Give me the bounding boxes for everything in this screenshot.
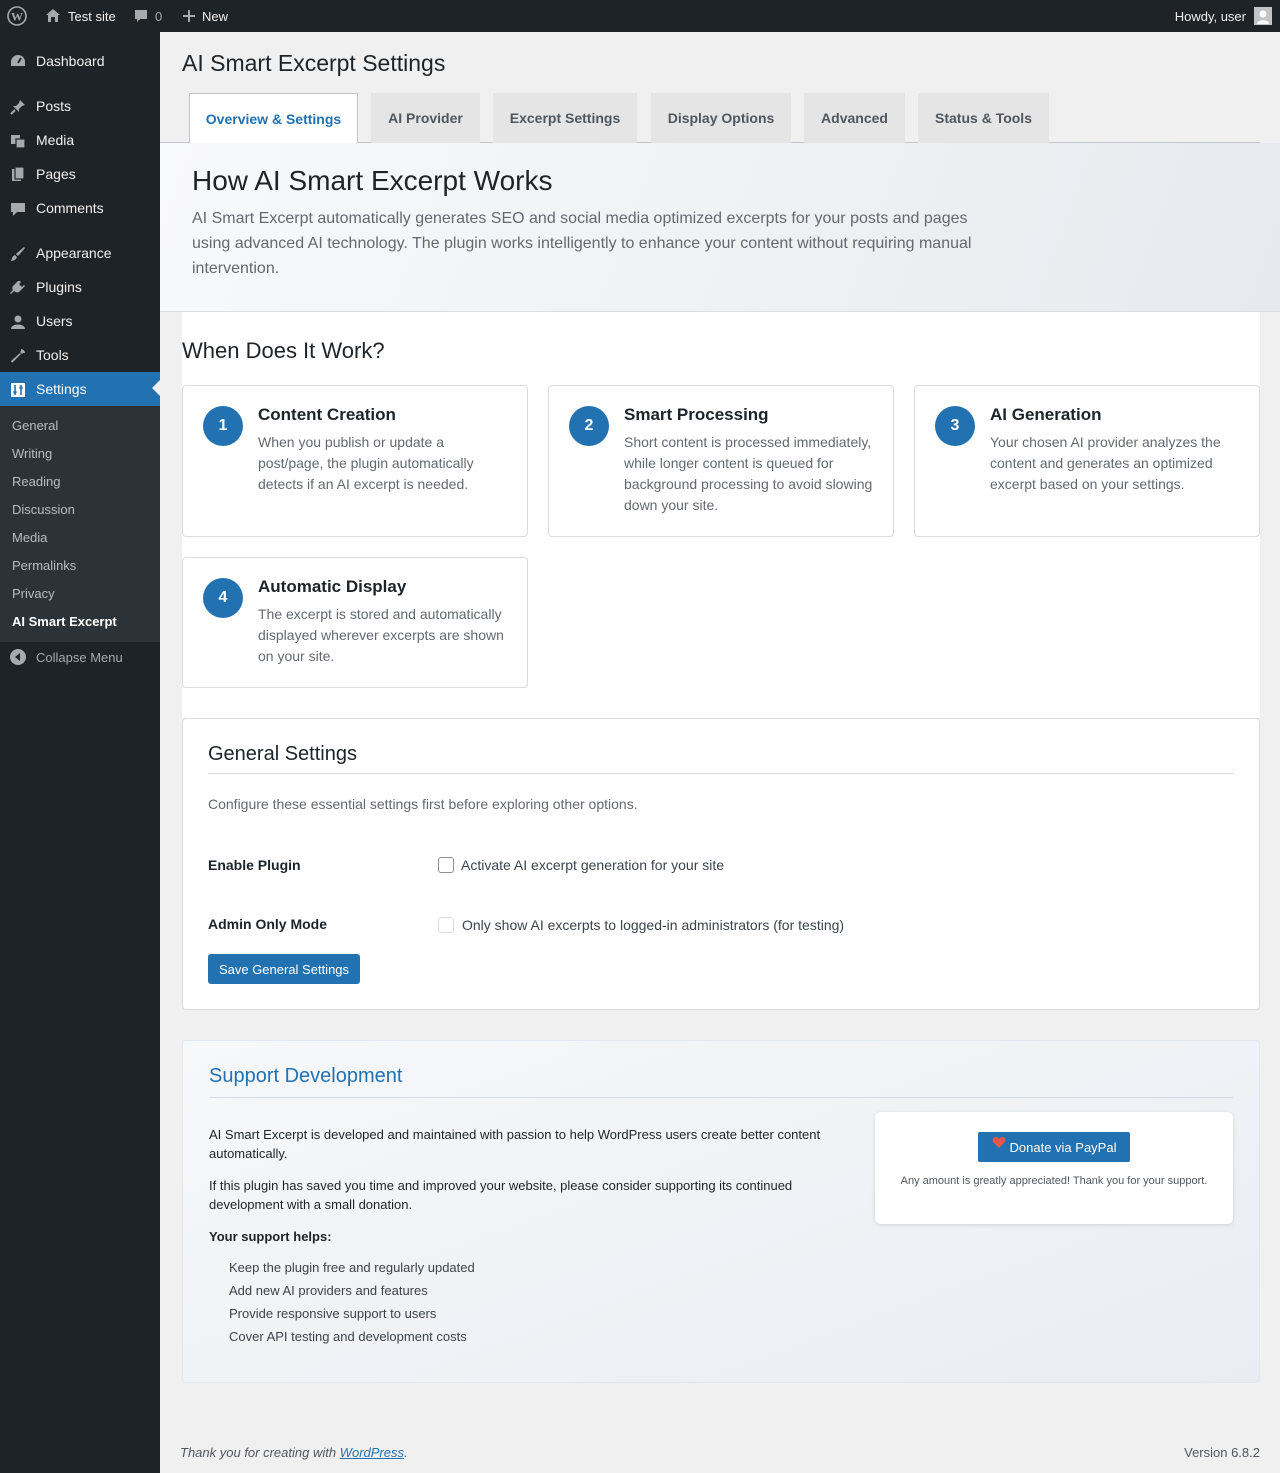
account-menu[interactable] (1175, 0, 1272, 32)
pages-icon (9, 166, 27, 184)
list-item: Keep the plugin free and regularly updated (229, 1260, 475, 1275)
comment-icon (9, 200, 27, 218)
step-title: AI Generation (990, 405, 1102, 424)
new-label: New (202, 8, 229, 24)
submenu-discussion[interactable]: Discussion (12, 502, 75, 517)
admin-only-label: Admin Only Mode (208, 916, 327, 932)
general-settings-heading: General Settings (208, 743, 357, 765)
submenu-media[interactable]: Media (12, 530, 48, 545)
menu-label: Dashboard (36, 53, 105, 69)
step-number-badge: 3 (935, 406, 975, 446)
avatar (1254, 7, 1272, 25)
footer-thanks (180, 1445, 408, 1460)
enable-plugin-label: Enable Plugin (208, 857, 301, 873)
wordpress-logo-icon[interactable] (7, 0, 27, 32)
home-icon (44, 7, 62, 25)
menu-label: Tools (36, 347, 69, 363)
submenu-ai-smart-excerpt[interactable]: AI Smart Excerpt (12, 614, 117, 629)
step-title: Automatic Display (258, 577, 407, 596)
general-settings-card (182, 718, 1260, 1010)
menu-label: Posts (36, 98, 72, 114)
list-item: Provide responsive support to users (229, 1306, 437, 1321)
step-title: Content Creation (258, 405, 396, 424)
site-name-link[interactable] (44, 0, 116, 32)
menu-tools[interactable] (0, 338, 160, 372)
step-title: Smart Processing (624, 405, 769, 424)
menu-label: Media (36, 132, 75, 148)
step-description: The excerpt is stored and automatically displayed wherever excerpts are shown on your site. (258, 606, 504, 664)
admin-only-checkbox[interactable] (438, 917, 454, 933)
footer-thanks-text: Thank you for creating with (180, 1445, 337, 1460)
user-icon (9, 313, 27, 331)
step-card (182, 385, 528, 537)
plug-icon (9, 279, 27, 297)
enable-plugin-checkbox[interactable] (438, 857, 454, 873)
comments-count: 0 (155, 8, 163, 24)
support-heading: Support Development (209, 1065, 403, 1087)
howdy-text: Howdy, user (1174, 8, 1246, 24)
svg-text:W: W (11, 9, 23, 24)
list-item: Cover API testing and development costs (229, 1329, 467, 1344)
step-description: When you publish or update a post/page, the plugin automatically detects if an AI excerpt is needed. (258, 434, 474, 492)
heart-icon (992, 1136, 1006, 1149)
tab-status-tools[interactable]: Status & Tools (918, 93, 1049, 143)
collapse-arrow-icon (9, 648, 27, 666)
settings-tabs (160, 93, 1260, 143)
tab-ai-provider[interactable]: AI Provider (371, 93, 480, 143)
page-title: AI Smart Excerpt Settings (182, 50, 446, 76)
submenu-reading[interactable]: Reading (12, 474, 61, 489)
divider (209, 1097, 1233, 1098)
tab-overview-settings[interactable]: Overview & Settings (189, 93, 358, 144)
enable-plugin-description: Activate AI excerpt generation for your site (461, 857, 725, 873)
wrench-icon (9, 347, 27, 365)
media-icon (9, 132, 27, 150)
divider (208, 773, 1234, 774)
general-settings-intro: Configure these essential settings first before exploring other options. (208, 796, 638, 812)
support-paragraph: If this plugin has saved you time and improved your website, please consider supporting its continued development with a small donation. (209, 1178, 793, 1212)
donate-note: Any amount is greatly appreciated! Thank you for your support. (900, 1175, 1208, 1187)
step-card (914, 385, 1260, 537)
support-paragraph: AI Smart Excerpt is developed and maintained with passion to help WordPress users create better content automatically. (209, 1127, 821, 1161)
menu-media[interactable] (0, 123, 160, 157)
donate-paypal-button[interactable] (978, 1132, 1130, 1162)
collapse-label: Collapse Menu (36, 650, 123, 665)
tab-advanced[interactable]: Advanced (804, 93, 905, 143)
support-helps-label: Your support helps: (209, 1229, 332, 1244)
submenu-permalinks[interactable]: Permalinks (12, 558, 77, 573)
step-description: Short content is processed immediately, while longer content is queued for background processing to avoid slowing down your site. (624, 434, 873, 513)
menu-plugins[interactable] (0, 270, 160, 304)
tab-display-options[interactable]: Display Options (651, 93, 791, 143)
footer-period: . (404, 1445, 408, 1460)
new-content-link[interactable] (182, 0, 228, 32)
menu-pages[interactable] (0, 157, 160, 191)
wordpress-link[interactable]: WordPress (339, 1445, 404, 1460)
plus-icon (182, 9, 196, 23)
menu-posts[interactable] (0, 89, 160, 123)
admin-sidebar (0, 32, 160, 1473)
menu-label: Settings (36, 381, 87, 397)
menu-label: Plugins (36, 279, 82, 295)
menu-appearance[interactable] (0, 236, 160, 270)
menu-label: Pages (36, 166, 76, 182)
intro-heading: How AI Smart Excerpt Works (192, 165, 553, 196)
menu-label: Appearance (36, 245, 112, 261)
submenu-general[interactable]: General (12, 418, 59, 433)
dashboard-icon (9, 53, 27, 71)
version-text: Version 6.8.2 (1184, 1445, 1260, 1460)
step-card (548, 385, 894, 537)
donate-label: Donate via PayPal (1009, 1139, 1117, 1155)
collapse-menu-button[interactable] (0, 645, 160, 669)
step-card (182, 557, 528, 688)
menu-comments[interactable] (0, 191, 160, 225)
menu-settings[interactable] (0, 372, 160, 406)
comments-link[interactable] (133, 0, 162, 32)
submenu-privacy[interactable]: Privacy (12, 586, 55, 601)
support-development-card (182, 1040, 1260, 1383)
admin-only-description: Only show AI excerpts to logged-in administrators (for testing) (462, 917, 845, 933)
intro-banner (160, 143, 1280, 312)
settings-icon (9, 381, 27, 399)
settings-submenu (0, 406, 160, 642)
intro-text: AI Smart Excerpt automatically generates SEO and social media optimized excerpts for your posts and pages using advanced AI technology. The plugin works intelligently to enhance your content without requiring manual intervention. (192, 210, 972, 277)
menu-dashboard[interactable] (0, 44, 160, 78)
step-description: Your chosen AI provider analyzes the content and generates an optimized excerpt based on your settings. (990, 434, 1221, 492)
step-number-badge: 1 (203, 406, 243, 446)
menu-label: Comments (36, 200, 104, 216)
site-name: Test site (68, 8, 116, 24)
tab-excerpt-settings[interactable]: Excerpt Settings (493, 93, 637, 143)
save-general-settings-button[interactable]: Save General Settings (208, 954, 360, 984)
step-number-badge: 4 (203, 578, 243, 618)
list-item: Add new AI providers and features (229, 1283, 428, 1298)
submenu-writing[interactable]: Writing (12, 446, 53, 461)
admin-bar (0, 0, 1280, 32)
section-heading: When Does It Work? (182, 338, 385, 363)
menu-label: Users (36, 313, 73, 329)
donate-box (875, 1112, 1233, 1224)
user-avatar-icon (1254, 7, 1272, 25)
pin-icon (9, 98, 27, 116)
comment-icon (133, 8, 149, 24)
step-number-badge: 2 (569, 406, 609, 446)
brush-icon (9, 245, 27, 263)
menu-users[interactable] (0, 304, 160, 338)
